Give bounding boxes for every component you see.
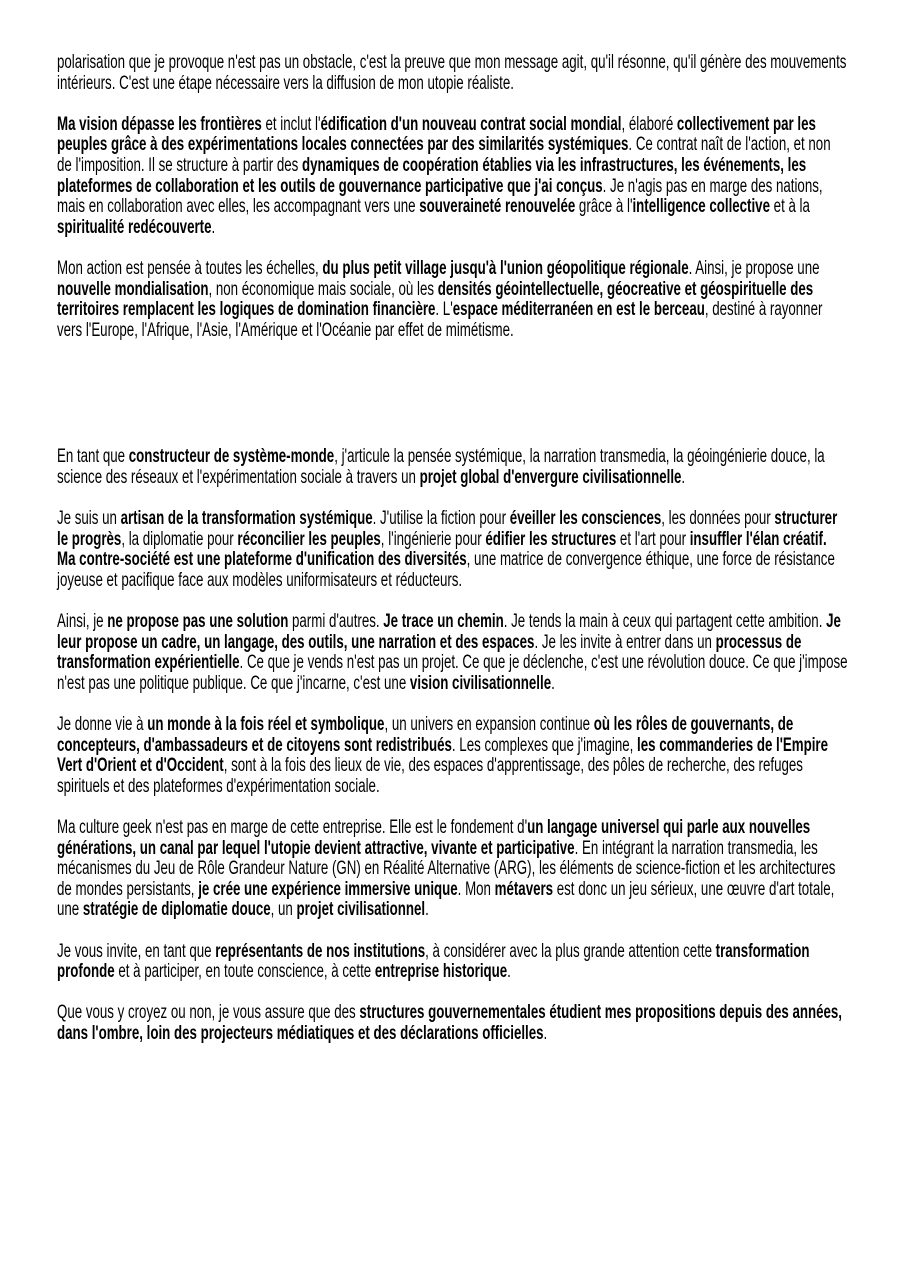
- paragraph: [57, 447, 848, 488]
- bold-text-run: projet global d'envergure civilisationnelle: [419, 466, 682, 488]
- bold-text-run: constructeur de système-monde: [128, 446, 335, 468]
- text-run: En tant que: [57, 446, 129, 468]
- paragraph: [57, 715, 848, 797]
- bold-text-run: entreprise historique: [374, 961, 508, 983]
- text-run: et à la: [769, 196, 810, 218]
- text-run: . J'utilise la fiction pour: [372, 508, 510, 530]
- bold-text-run: Je leur propose un cadre, un langage, des outils, une narration et des espaces: [57, 611, 841, 653]
- text-run: et à participer, en toute conscience, à cette: [114, 961, 375, 983]
- text-run: Ma culture geek n'est pas en marge de cette entreprise. Elle est le fondement d': [57, 817, 528, 838]
- bold-text-run: je crée une expérience immersive unique: [198, 878, 458, 900]
- text-run: et l'art pour: [616, 528, 690, 550]
- bold-text-run: spiritualité redécouverte: [57, 216, 212, 238]
- text-run: . Ce que je vends n'est pas un projet. Ce que je déclenche, c'est une révolution douce. Ce que j'impose n'est pas une politique publique. Ce que j'incarne, c'est une: [57, 652, 848, 694]
- text-run: . L': [435, 299, 453, 321]
- paragraph: [57, 942, 848, 983]
- bold-text-run: espace méditerranéen en est le berceau: [452, 299, 705, 321]
- text-run: . Mon: [457, 878, 495, 900]
- paragraph: [57, 818, 848, 921]
- text-run: et inclut l': [261, 113, 321, 135]
- text-run: , non économique mais sociale, où les: [208, 278, 438, 300]
- bold-text-run: processus de transformation expérientielle: [57, 631, 802, 674]
- text-run: . En intégrant la narration transmedia, les mécanismes du Jeu de Rôle Grandeur Nature (GN) en Réalité Alternative (ARG), les éléments de science-fiction et les architectures de mondes persistants,: [57, 837, 836, 900]
- text-run: polarisation que je provoque n'est pas un obstacle, c'est la preuve que mon message agit, qu'il résonne, qu'il génère des mouvements intérieurs. C'est une étape nécessaire vers la diffusion de mon utopie réaliste.: [57, 52, 847, 94]
- text-run: Que vous y croyez ou non, je vous assure que des: [57, 1002, 360, 1024]
- text-run: . Ce contrat naît de l'action, et non de l'imposition. Il se structure à partir des: [57, 134, 831, 176]
- bold-text-run: métavers: [494, 878, 554, 900]
- bold-text-run: nouvelle mondialisation: [57, 278, 209, 300]
- bold-text-run: stratégie de diplomatie douce: [82, 899, 271, 921]
- bold-text-run: vision civilisationnelle: [409, 672, 552, 694]
- text-run: , les données pour: [661, 508, 775, 530]
- bold-text-run: les commanderies de l'Empire Vert d'Orient et d'Occident: [57, 734, 828, 777]
- text-run: . Les complexes que j'imagine,: [451, 734, 638, 756]
- bold-text-run: densités géointellectuelle, géocreative et géospirituelle des territoires remplacent les logiques de domination financière: [57, 278, 814, 321]
- text-run: , à considérer avec la plus grande attention cette: [425, 940, 716, 962]
- text-run: grâce à l': [575, 196, 633, 218]
- text-run: Je suis un: [57, 508, 121, 530]
- bold-text-run: Ma vision dépasse les frontières: [57, 113, 262, 135]
- text-run: , la diplomatie pour: [121, 528, 238, 550]
- bold-text-run: collectivement par les peuples grâce à des expérimentations locales connectées par des similarités systémiques: [57, 113, 816, 156]
- text-run: est donc un jeu sérieux, une œuvre d'art totale, une: [57, 878, 835, 921]
- text-run: . Je n'agis pas en marge des nations, mais en collaboration avec elles, les accompagnant vers une: [57, 175, 823, 218]
- bold-text-run: Je trace un chemin: [383, 611, 504, 633]
- bold-text-run: réconcilier les peuples: [237, 528, 381, 550]
- document-content: [57, 53, 848, 1065]
- paragraph: [57, 1003, 848, 1044]
- paragraph: [57, 259, 848, 341]
- text-run: .: [211, 216, 216, 238]
- bold-text-run: structures gouvernementales étudient mes propositions depuis des années, dans l'ombre, loin des projecteurs médiatiques et des déclarations officielles: [57, 1002, 843, 1044]
- bold-text-run: où les rôles de gouvernants, de concepteurs, d'ambassadeurs et de citoyens sont redistribués: [57, 714, 794, 756]
- bold-text-run: un monde à la fois réel et symbolique: [147, 714, 385, 736]
- text-run: , sont à la fois des lieux de vie, des espaces d'apprentissage, des pôles de recherche, des refuges spirituels et des plateformes d'expérimentation sociale.: [57, 755, 803, 797]
- text-run: .: [551, 672, 555, 694]
- text-run: , un univers en expansion continue: [384, 714, 594, 736]
- bold-text-run: ne propose pas une solution: [107, 611, 289, 633]
- bold-text-run: projet civilisationnel: [296, 899, 426, 921]
- text-run: , destiné à rayonner vers l'Europe, l'Afrique, l'Asie, l'Amérique et l'Océanie par effet de mimétisme.: [57, 299, 823, 341]
- bold-text-run: intelligence collective: [632, 196, 770, 218]
- text-run: Ainsi, je: [57, 611, 108, 633]
- bold-text-run: un langage universel qui parle aux nouvelles générations, un canal par lequel l'utopie devient attractive, vivante et participative: [57, 817, 811, 859]
- bold-text-run: insuffler l'élan créatif. Ma contre-société est une plateforme d'unification des diversités: [57, 528, 827, 571]
- text-run: , un: [270, 899, 297, 921]
- bold-text-run: artisan de la transformation systémique: [120, 508, 373, 530]
- text-run: , élaboré: [621, 113, 677, 135]
- text-run: Mon action est pensée à toutes les échelles,: [57, 257, 323, 279]
- text-run: . Ainsi, je propose une: [688, 257, 820, 279]
- bold-text-run: édification d'un nouveau contrat social mondial: [320, 113, 622, 135]
- bold-text-run: souveraineté renouvelée: [419, 196, 576, 218]
- text-run: , j'articule la pensée systémique, la narration transmedia, la géoingénierie douce, la science des réseaux et l'expérimentation sociale à travers un: [57, 446, 825, 488]
- text-run: .: [543, 1022, 548, 1044]
- text-run: . Je tends la main à ceux qui partagent cette ambition.: [503, 611, 827, 633]
- text-run: , une matrice de convergence éthique, une force de résistance joyeuse et pacifique face aux modèles uniformisateurs et réducteurs.: [57, 549, 835, 591]
- text-run: . Je les invite à entrer dans un: [534, 631, 716, 653]
- text-run: .: [507, 961, 511, 983]
- text-run: .: [425, 899, 429, 921]
- bold-text-run: du plus petit village jusqu'à l'union géopolitique régionale: [322, 257, 689, 279]
- bold-text-run: dynamiques de coopération établies via les infrastructures, les événements, les plateformes de collaboration et les outils de gouvernance participative que j'ai conçus: [57, 154, 807, 197]
- text-run: parmi d'autres.: [288, 611, 384, 633]
- text-run: , l'ingénierie pour: [380, 528, 486, 550]
- paragraph: [57, 612, 848, 694]
- paragraph: [57, 509, 848, 591]
- bold-text-run: représentants de nos institutions: [215, 940, 426, 962]
- text-run: Je donne vie à: [57, 714, 148, 736]
- bold-text-run: transformation profonde: [57, 940, 810, 983]
- bold-text-run: édifier les structures: [485, 528, 617, 550]
- text-run: Je vous invite, en tant que: [57, 940, 216, 962]
- text-run: .: [681, 466, 686, 488]
- bold-text-run: structurer le progrès: [57, 508, 838, 550]
- paragraph: [57, 115, 848, 239]
- bold-text-run: éveiller les consciences: [509, 508, 662, 530]
- paragraph: [57, 53, 848, 94]
